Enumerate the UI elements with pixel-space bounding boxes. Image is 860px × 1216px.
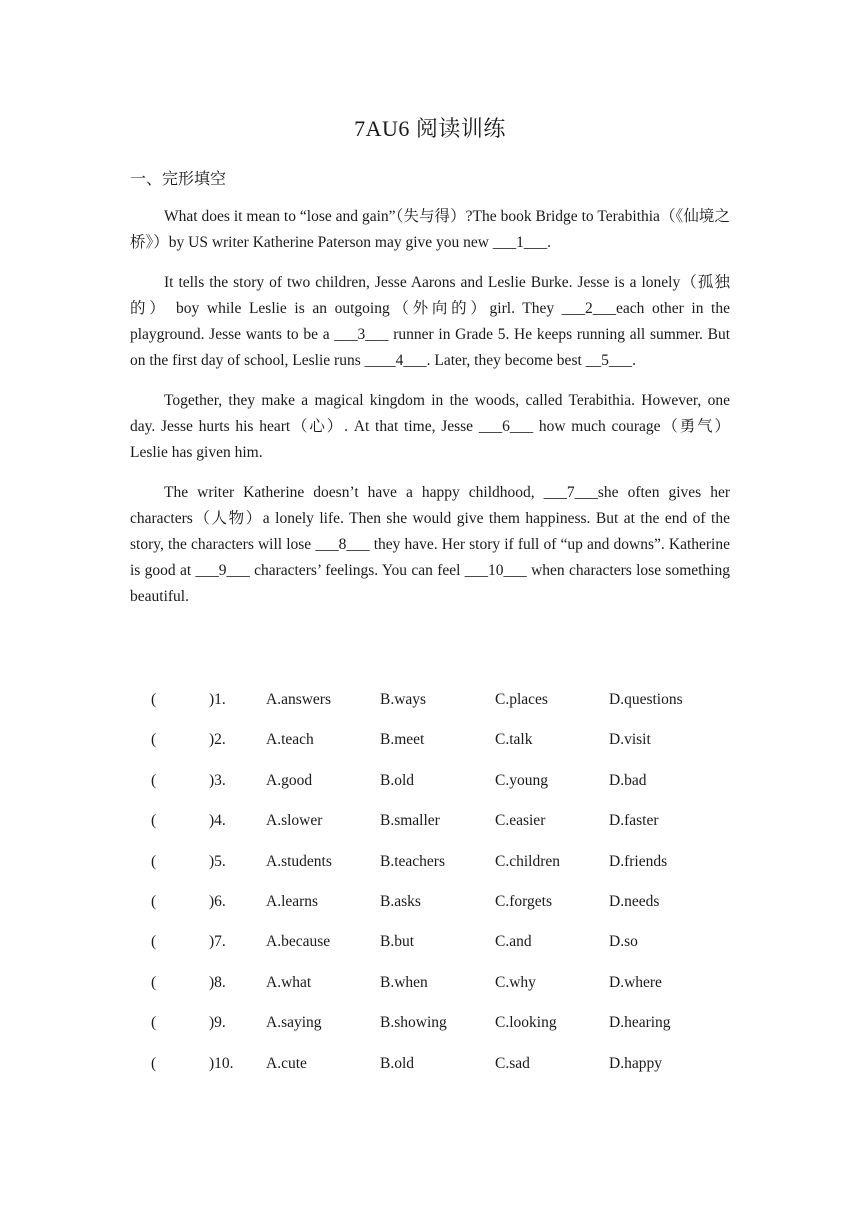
question-row xyxy=(130,853,730,893)
option-d: D.happy xyxy=(609,1054,662,1072)
option-c: C.and xyxy=(495,933,532,951)
option-b: B.smaller xyxy=(380,812,440,830)
option-c: C.why xyxy=(495,973,536,991)
option-c: C.forgets xyxy=(495,892,552,910)
question-row xyxy=(130,772,730,812)
option-a: A.slower xyxy=(266,812,323,830)
question-number: )4. xyxy=(209,812,226,830)
option-b: B.teachers xyxy=(380,852,445,870)
answer-blank[interactable]: ( xyxy=(151,852,157,870)
option-b: B.meet xyxy=(380,731,425,749)
option-d: D.questions xyxy=(609,691,683,708)
passage-paragraph: What does it mean to “lose and gain”（失与得）?The book Bridge to Terabithia（《仙境之桥》）by US writer Katherine Paterson may give you new ___1___. xyxy=(130,208,730,251)
option-a: A.good xyxy=(266,771,313,789)
option-a: A.what xyxy=(266,973,312,991)
question-row xyxy=(130,731,730,771)
question-row xyxy=(130,933,730,973)
question-number: )1. xyxy=(209,691,226,708)
option-c: C.young xyxy=(495,771,548,789)
option-d: D.hearing xyxy=(609,1014,671,1032)
option-b: B.when xyxy=(380,973,428,991)
option-c: C.children xyxy=(495,852,560,870)
option-c: C.looking xyxy=(495,1014,557,1032)
question-row xyxy=(130,812,730,852)
option-a: A.answers xyxy=(266,691,331,708)
passage-paragraph: The writer Katherine doesn’t have a happy childhood, ___7___she often gives her characters（人物）a lonely life. Then she would give them happiness. But at the end of the story, the characters will lose ___8___ they have. Her story if full of “up and downs”. Katherine is good at ___9___ characters’ feelings. You can feel ___10___ when characters lose something beautiful. xyxy=(130,484,730,605)
option-c: C.easier xyxy=(495,812,546,830)
answer-blank[interactable]: ( xyxy=(151,812,157,830)
question-options xyxy=(130,691,730,1095)
answer-blank[interactable]: ( xyxy=(151,691,157,708)
answer-blank[interactable]: ( xyxy=(151,731,157,749)
question-row xyxy=(130,893,730,933)
question-row xyxy=(130,691,730,731)
question-row xyxy=(130,1014,730,1054)
option-c: C.places xyxy=(495,691,548,708)
question-number: )7. xyxy=(209,933,226,951)
answer-blank[interactable]: ( xyxy=(151,933,157,951)
option-b: B.showing xyxy=(380,1014,447,1032)
answer-blank[interactable]: ( xyxy=(151,1054,157,1072)
question-number: )10. xyxy=(209,1054,234,1072)
option-a: A.cute xyxy=(266,1054,307,1072)
option-d: D.so xyxy=(609,933,638,951)
question-number: )9. xyxy=(209,1014,226,1032)
passage-paragraph: Together, they make a magical kingdom in the woods, called Terabithia. However, one day. Jesse hurts his heart（心）. At that time, Jesse ___6___ how much courage（勇气）Leslie has given him. xyxy=(130,392,730,461)
option-b: B.but xyxy=(380,933,415,951)
question-number: )2. xyxy=(209,731,226,749)
question-number: )6. xyxy=(209,892,226,910)
passage-paragraph: It tells the story of two children, Jesse Aarons and Leslie Burke. Jesse is a lonely（孤独的） boy while Leslie is an outgoing（外向的）girl. They ___2___each other in the playground. Jesse wants to be a ___3___ runner in Grade 5. He keeps running all summer. But on the first day of school, Leslie runs ____4___. Later, they become best __5___. xyxy=(130,274,730,369)
question-number: )3. xyxy=(209,771,226,789)
option-a: A.students xyxy=(266,852,332,870)
question-row xyxy=(130,1055,730,1095)
question-number: )8. xyxy=(209,973,226,991)
option-d: D.needs xyxy=(609,892,660,910)
option-a: A.because xyxy=(266,933,331,951)
option-c: C.talk xyxy=(495,731,533,749)
option-d: D.friends xyxy=(609,852,668,870)
option-b: B.old xyxy=(380,771,415,789)
answer-blank[interactable]: ( xyxy=(151,973,157,991)
question-number: )5. xyxy=(209,852,226,870)
answer-blank[interactable]: ( xyxy=(151,771,157,789)
option-a: A.teach xyxy=(266,731,314,749)
section-heading: 一、完形填空 xyxy=(130,171,227,188)
answer-blank[interactable]: ( xyxy=(151,892,157,910)
option-a: A.learns xyxy=(266,892,319,910)
option-d: D.bad xyxy=(609,771,647,789)
option-d: D.faster xyxy=(609,812,659,830)
option-d: D.visit xyxy=(609,731,651,749)
page-title: 7AU6 阅读训练 xyxy=(354,116,506,141)
option-b: B.old xyxy=(380,1054,415,1072)
answer-blank[interactable]: ( xyxy=(151,1014,157,1032)
cloze-passage xyxy=(130,204,730,624)
question-row xyxy=(130,974,730,1014)
option-d: D.where xyxy=(609,973,662,991)
option-b: B.asks xyxy=(380,892,421,910)
option-b: B.ways xyxy=(380,691,427,708)
option-a: A.saying xyxy=(266,1014,322,1032)
option-c: C.sad xyxy=(495,1054,530,1072)
